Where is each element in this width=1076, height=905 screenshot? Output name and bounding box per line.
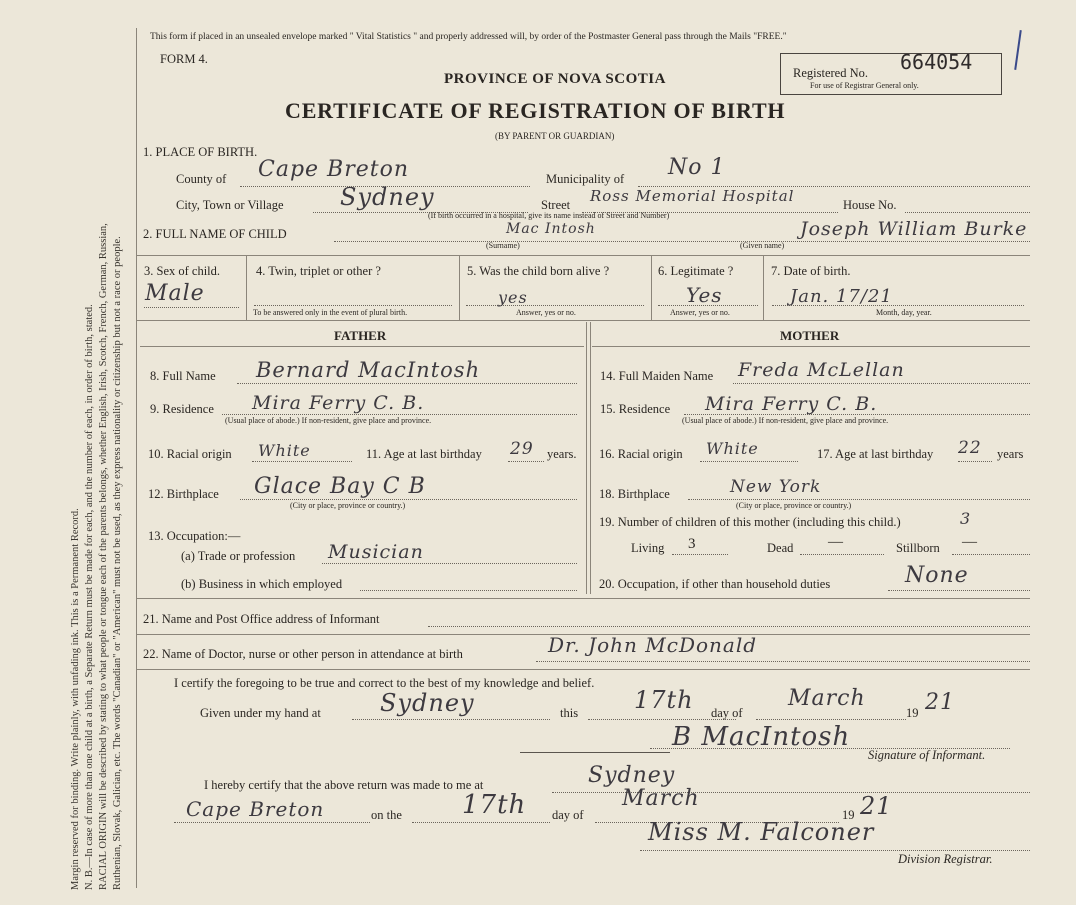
sex-value: Male (145, 281, 205, 306)
given-under-label: Given under my hand at (200, 706, 321, 720)
legitimate-note: Answer, yes or no. (670, 308, 730, 317)
mailing-notice: This form if placed in an unsealed envelope marked " Vital Statistics " and properly addressed will, by order of the Postmaster General pass through the Mails "FREE." (150, 32, 787, 42)
registrar-day-label: day of (552, 808, 584, 822)
registered-number: 664054 (900, 50, 973, 74)
mother-birthplace-note: (City or place, province or country.) (736, 501, 852, 510)
form-number: FORM 4. (160, 52, 208, 66)
mother-residence-label: 15. Residence (600, 402, 671, 416)
certificate-title: CERTIFICATE OF REGISTRATION OF BIRTH (285, 98, 786, 123)
house-label: House No. (843, 198, 897, 212)
twin-note: To be answered only in the event of plural birth. (253, 308, 408, 317)
father-race-value: White (258, 441, 311, 460)
child-given-value: Joseph William Burke (800, 218, 1028, 240)
informant-signature-caption: Signature of Informant. (868, 748, 986, 762)
mother-birthplace-value: New York (730, 477, 822, 497)
mother-occupation-value: None (905, 563, 969, 588)
registrar-signature-caption: Division Registrar. (898, 852, 993, 866)
county-value: Cape Breton (258, 157, 410, 182)
father-name-label: 8. Full Name (150, 369, 216, 383)
mother-occupation-label: 20. Occupation, if other than household duties (599, 577, 831, 591)
registrar-on-label: on the (371, 808, 402, 822)
county-label: County of (176, 172, 227, 186)
mother-residence-note: (Usual place of abode.) If non-resident, give place and province. (682, 416, 889, 425)
doctor-value: Dr. John McDonald (548, 633, 758, 657)
father-birthplace-note: (City or place, province or country.) (290, 501, 406, 510)
registered-label: Registered No. (793, 66, 868, 80)
registrar-month-value: March (622, 786, 700, 811)
registrar-signature: Miss M. Falconer (648, 818, 875, 846)
mother-name-value: Freda McLellan (738, 359, 905, 381)
father-heading: FATHER (334, 328, 387, 343)
dob-value: Jan. 17/21 (790, 286, 893, 307)
municipality-label: Municipality of (546, 172, 625, 186)
dob-note: Month, day, year. (876, 308, 932, 317)
certify-year-prefix: 19 (906, 706, 919, 720)
ink-mark (1014, 30, 1022, 70)
certify-month-value: March (788, 686, 866, 711)
alive-label: 5. Was the child born alive ? (467, 264, 610, 278)
street-value: Ross Memorial Hospital (590, 187, 795, 205)
business-label: (b) Business in which employed (181, 577, 343, 591)
mother-heading: MOTHER (780, 328, 840, 343)
children-count-label: 19. Number of children of this mother (including this child.) (599, 515, 901, 529)
father-age-label: 11. Age at last birthday (366, 447, 482, 461)
father-residence-value: Mira Ferry C. B. (252, 392, 425, 414)
alive-note: Answer, yes or no. (516, 308, 576, 317)
father-residence-label: 9. Residence (150, 402, 214, 416)
registered-note: For use of Registrar General only. (810, 81, 919, 90)
street-label: Street (541, 198, 571, 212)
margin-divider (136, 28, 137, 888)
father-name-value: Bernard MacIntosh (256, 358, 481, 382)
mother-name-label: 14. Full Maiden Name (600, 369, 714, 383)
certify-text: I certify the foregoing to be true and correct to the best of my knowledge and belief. (174, 676, 595, 690)
father-birthplace-value: Glace Bay C B (254, 474, 426, 499)
legitimate-value: Yes (686, 283, 723, 307)
margin-text-1: Margin reserved for binding. Write plainly, with unfading ink. This is a Permanent Record. (70, 508, 81, 890)
margin-text-3: RACIAL ORIGIN will be described by stating to what people or tongue each of the parents belongs, whether English, Irish, Scotch, French, German, Russian, (98, 223, 109, 890)
mother-race-value: White (706, 439, 759, 458)
father-age-value: 29 (510, 439, 534, 459)
mother-age-label: 17. Age at last birthday (817, 447, 934, 461)
dead-value: — (828, 534, 843, 550)
this-label: this (560, 706, 579, 720)
dead-label: Dead (767, 541, 794, 555)
informant-signature: B MacIntosh (672, 722, 851, 752)
place-section-label: 1. PLACE OF BIRTH. (143, 145, 258, 159)
margin-text-4: Ruthenian, Slovak, Galician, etc. The words "Canadian" or "American" must not be used, as they express nationality or citizenship but not a race or people. (112, 236, 123, 890)
registrar-year-value: 21 (860, 792, 893, 820)
hospital-note: (If birth occurred in a hospital, give its name instead of Street and Number) (428, 211, 670, 220)
mother-age-unit: years (997, 447, 1024, 461)
surname-caption: (Surname) (486, 241, 520, 250)
certify-day-label: day of (711, 706, 743, 720)
informant-label: 21. Name and Post Office address of Informant (143, 612, 380, 626)
stillborn-value: — (962, 534, 977, 550)
certify-year-value: 21 (925, 690, 955, 715)
dob-label: 7. Date of birth. (771, 264, 851, 278)
stillborn-label: Stillborn (896, 541, 940, 555)
twin-label: 4. Twin, triplet or other ? (256, 264, 381, 278)
child-name-label: 2. FULL NAME OF CHILD (143, 227, 287, 241)
child-surname-value: Mac Intosh (506, 221, 596, 237)
certify-day-value: 17th (634, 686, 694, 714)
alive-value: yes (498, 288, 528, 307)
living-value: 3 (688, 536, 696, 552)
registrar-county-value: Cape Breton (186, 797, 325, 821)
registrar-text: I hereby certify that the above return was made to me at (204, 778, 484, 792)
given-caption: (Given name) (740, 241, 785, 250)
city-label: City, Town or Village (176, 198, 284, 212)
registrar-day-value: 17th (462, 790, 527, 820)
doctor-label: 22. Name of Doctor, nurse or other person in attendance at birth (143, 647, 463, 661)
mother-race-label: 16. Racial origin (599, 447, 683, 461)
father-race-label: 10. Racial origin (148, 447, 232, 461)
father-occupation-label: 13. Occupation:— (148, 529, 241, 543)
margin-text-2: N. B.—In case of more than one child at a birth, a Separate Return must be made for each, and the number of each, in order of birth, stated. (84, 304, 95, 890)
father-age-unit: years. (547, 447, 577, 461)
mother-birthplace-label: 18. Birthplace (599, 487, 670, 501)
legitimate-label: 6. Legitimate ? (658, 264, 734, 278)
trade-value: Musician (328, 541, 424, 563)
province-heading: PROVINCE OF NOVA SCOTIA (444, 71, 666, 87)
registrar-year-prefix: 19 (842, 808, 855, 822)
certificate-subtitle: (BY PARENT OR GUARDIAN) (495, 131, 615, 141)
registrar-place-value: Sydney (588, 763, 676, 788)
mother-residence-value: Mira Ferry C. B. (705, 393, 878, 415)
father-residence-note: (Usual place of abode.) If non-resident, give place and province. (225, 416, 432, 425)
city-value: Sydney (340, 183, 435, 211)
trade-label: (a) Trade or profession (181, 549, 296, 563)
living-label: Living (631, 541, 665, 555)
mother-age-value: 22 (958, 438, 982, 458)
sex-label: 3. Sex of child. (144, 264, 221, 278)
father-birthplace-label: 12. Birthplace (148, 487, 219, 501)
municipality-value: No 1 (668, 155, 726, 180)
given-place-value: Sydney (380, 689, 475, 717)
children-count-value: 3 (960, 509, 972, 528)
